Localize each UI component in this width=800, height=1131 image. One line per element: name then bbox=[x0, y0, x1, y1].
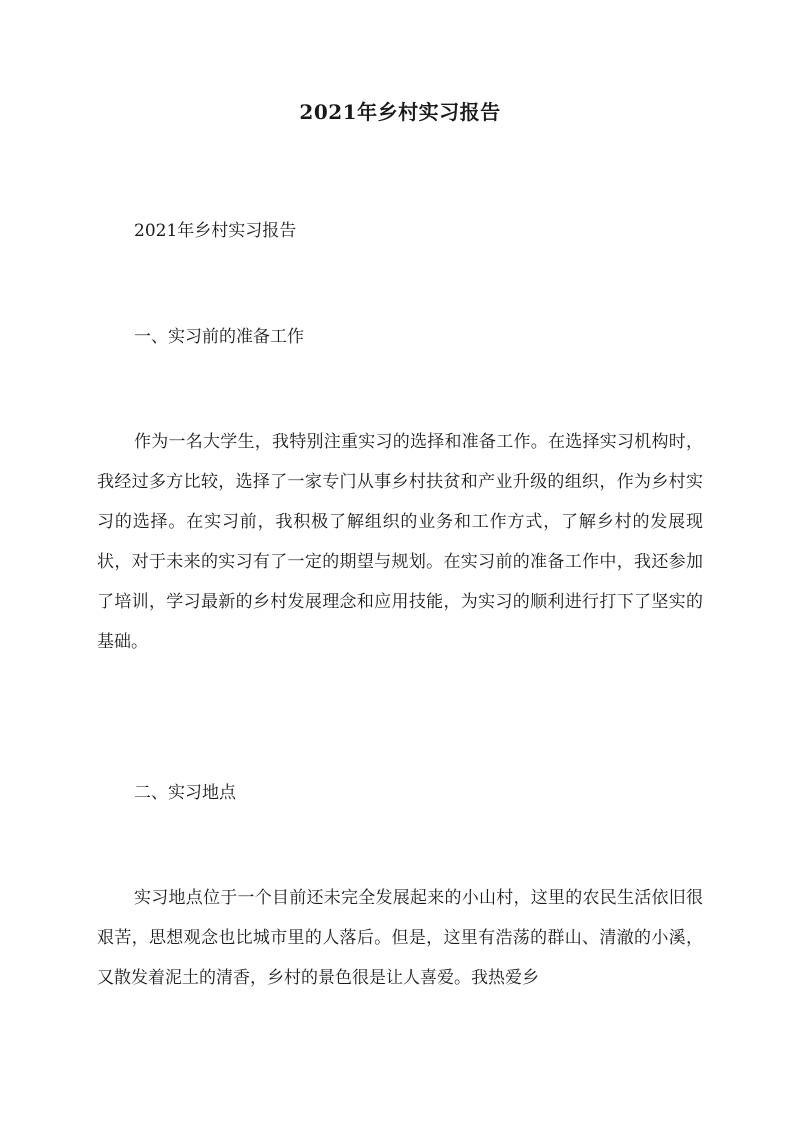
section-heading-location: 二、实习地点 bbox=[134, 783, 236, 803]
section-paragraph-preparation: 作为一名大学生，我特别注重实习的选择和准备工作。在选择实习机构时，我经过多方比较，选择了一家专门从事乡村扶贫和产业升级的组织，作为乡村实习的选择。在实习前，我积极了解组织的业务和工作方式，了解乡村的发展现状，对于未来的实习有了一定的期望与规划。在实习前的准备工作中，我还参加了培训，学习最新的乡村发展理念和应用技能，为实习的顺利进行打下了坚实的基础。 bbox=[97, 432, 703, 652]
section-heading-preparation: 一、实习前的准备工作 bbox=[134, 327, 304, 347]
section-paragraph-location: 实习地点位于一个目前还未完全发展起来的小山村，这里的农民生活依旧很艰苦，思想观念也比城市里的人落后。但是，这里有浩荡的群山、清澈的小溪，又散发着泥土的清香，乡村的景色很是让人喜爱。我热爱乡 bbox=[97, 888, 703, 988]
document-subtitle: 2021年乡村实习报告 bbox=[134, 221, 297, 241]
document-title: 2021年乡村实习报告 bbox=[299, 100, 501, 124]
